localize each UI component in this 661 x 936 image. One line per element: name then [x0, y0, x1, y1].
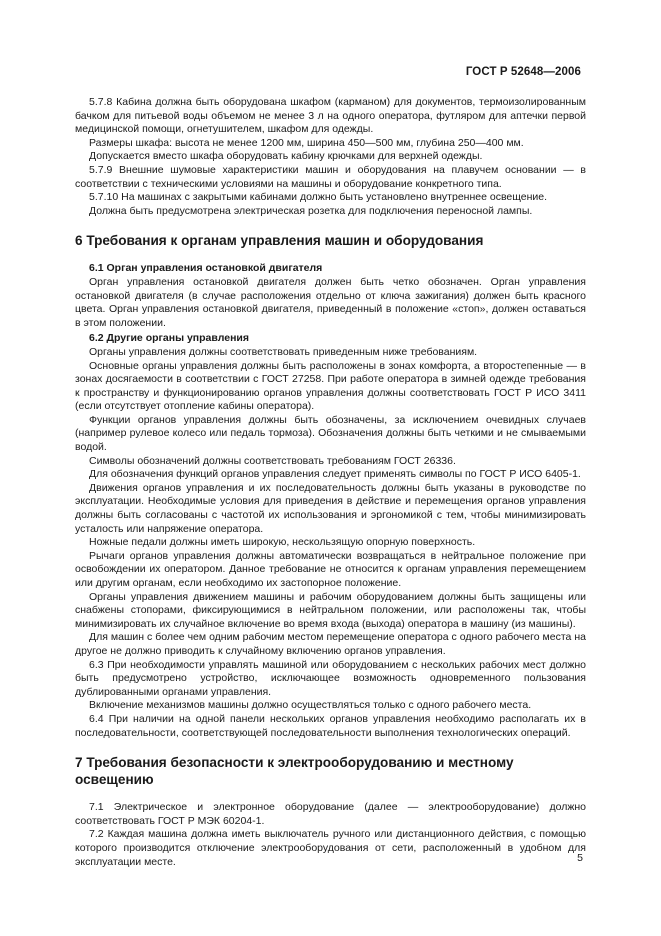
paragraph: 7.1 Электрическое и электронное оборудование (далее — электрооборудование) должно соответствовать ГОСТ Р МЭК 60204-1. [75, 801, 586, 827]
paragraph: Движения органов управления и их последовательность должны быть указаны в руководстве по эксплуатации. Необходимые условия для приведения в действие и перемещения органов управления должны быть согласованы с частотой их использования и эргономикой с тем, чтобы минимизировать усталость или напряжение оператора. [75, 481, 586, 535]
paragraph: 5.7.10 На машинах с закрытыми кабинами должно быть установлено внутреннее освещение. [89, 191, 548, 204]
paragraph: Орган управления остановкой двигателя должен быть четко обозначен. Орган управления остановкой двигателя (в случае расположения отдельно от ключа зажигания) должен быть красного цвета. Орган управления остановкой двигателя, приведенный в положение «стоп», должен оставаться в этом положении. [75, 275, 586, 329]
paragraph: 7.2 Каждая машина должна иметь выключатель ручного или дистанционного действия, с помощью которого производится отключение электрооборудования от сети, расположенный в удобном для эксплуатации месте. [75, 828, 586, 868]
standard-header: ГОСТ Р 52648—2006 [465, 66, 581, 78]
paragraph: 5.7.9 Внешние шумовые характеристики машин и оборудования на плавучем основании — в соответствии с техническими условиями на машины и оборудование конкретного типа. [75, 163, 586, 190]
paragraph: Для обозначения функций органов управления следует применять символы по ГОСТ Р ИСО 6405-1. [89, 468, 581, 481]
paragraph: Основные органы управления должны быть расположены в зонах комфорта, а второстепенные — в зонах досягаемости в соответствии с ГОСТ 27258. При работе оператора в зимней одежде требования к пространству и функционированию органов управления должны соответствовать ГОСТ Р ИСО 3411 (если отсутствует отопление кабины оператора). [75, 359, 586, 413]
paragraph: Рычаги органов управления должны автоматически возвращаться в нейтральное положение при освобождении их оператором. Данное требование не относится к органам управления перемещением или другим органам, если необходимо их застопорное положение. [75, 549, 586, 589]
page-content [75, 96, 586, 869]
paragraph: 5.7.8 Кабина должна быть оборудована шкафом (карманом) для документов, термоизолированным бачком для питьевой воды объемом не менее 3 л на одного оператора, футляром для аптечки первой медицинской помощи, огнетушителем, шкафом для одежды. [75, 96, 586, 136]
paragraph: 6.3 При необходимости управлять машиной или оборудованием с нескольких рабочих мест должно быть предусмотрено устройство, исключающее возможность одновременного пользования дублированными органами управления. [75, 658, 586, 698]
paragraph: Для машин с более чем одним рабочим местом перемещение оператора с одного рабочего места на другое не должно приводить к случайному включению органов управления. [75, 631, 586, 657]
section-6-title: 6 Требования к органам управления машин и оборудования [75, 233, 484, 249]
paragraph: Допускается вместо шкафа оборудовать кабину крючками для верхней одежды. [89, 150, 483, 163]
section-7-title: 7 Требования безопасности к электрооборудованию и местному освещению [75, 755, 514, 788]
paragraph: Размеры шкафа: высота не менее 1200 мм, ширина 450—500 мм, глубина 250—400 мм. [89, 136, 524, 149]
subsection-6-2-title: 6.2 Другие органы управления [89, 332, 250, 345]
subsection-6-1-title: 6.1 Орган управления остановкой двигателя [89, 262, 323, 275]
paragraph: Должна быть предусмотрена электрическая розетка для подключения переносной лампы. [89, 204, 533, 217]
paragraph: Органы управления движением машины и рабочим оборудованием должны быть защищены или снабжены стопорами, фиксирующимися в нейтральном положении, или расположены так, чтобы минимизировать их случайное включение во время входа (выхода) оператора в машину (из машины). [75, 590, 586, 630]
paragraph: Органы управления должны соответствовать приведенным ниже требованиям. [89, 345, 478, 358]
page-number: 5 [577, 852, 583, 864]
paragraph: Включение механизмов машины должно осуществляться только с одного рабочего места. [89, 699, 532, 712]
paragraph: Символы обозначений должны соответствовать требованиям ГОСТ 26336. [89, 454, 456, 467]
paragraph: Ножные педали должны иметь широкую, нескользящую опорную поверхность. [89, 536, 476, 549]
paragraph: 6.4 При наличии на одной панели нескольких органов управления необходимо располагать их в последовательности, соответствующей последовательности выполнения технологических операций. [75, 712, 586, 739]
paragraph: Функции органов управления должны быть обозначены, за исключением очевидных случаев (например рулевое колесо или педаль тормоза). Обозначения должны быть четкими и не смываемыми водой. [75, 413, 586, 454]
